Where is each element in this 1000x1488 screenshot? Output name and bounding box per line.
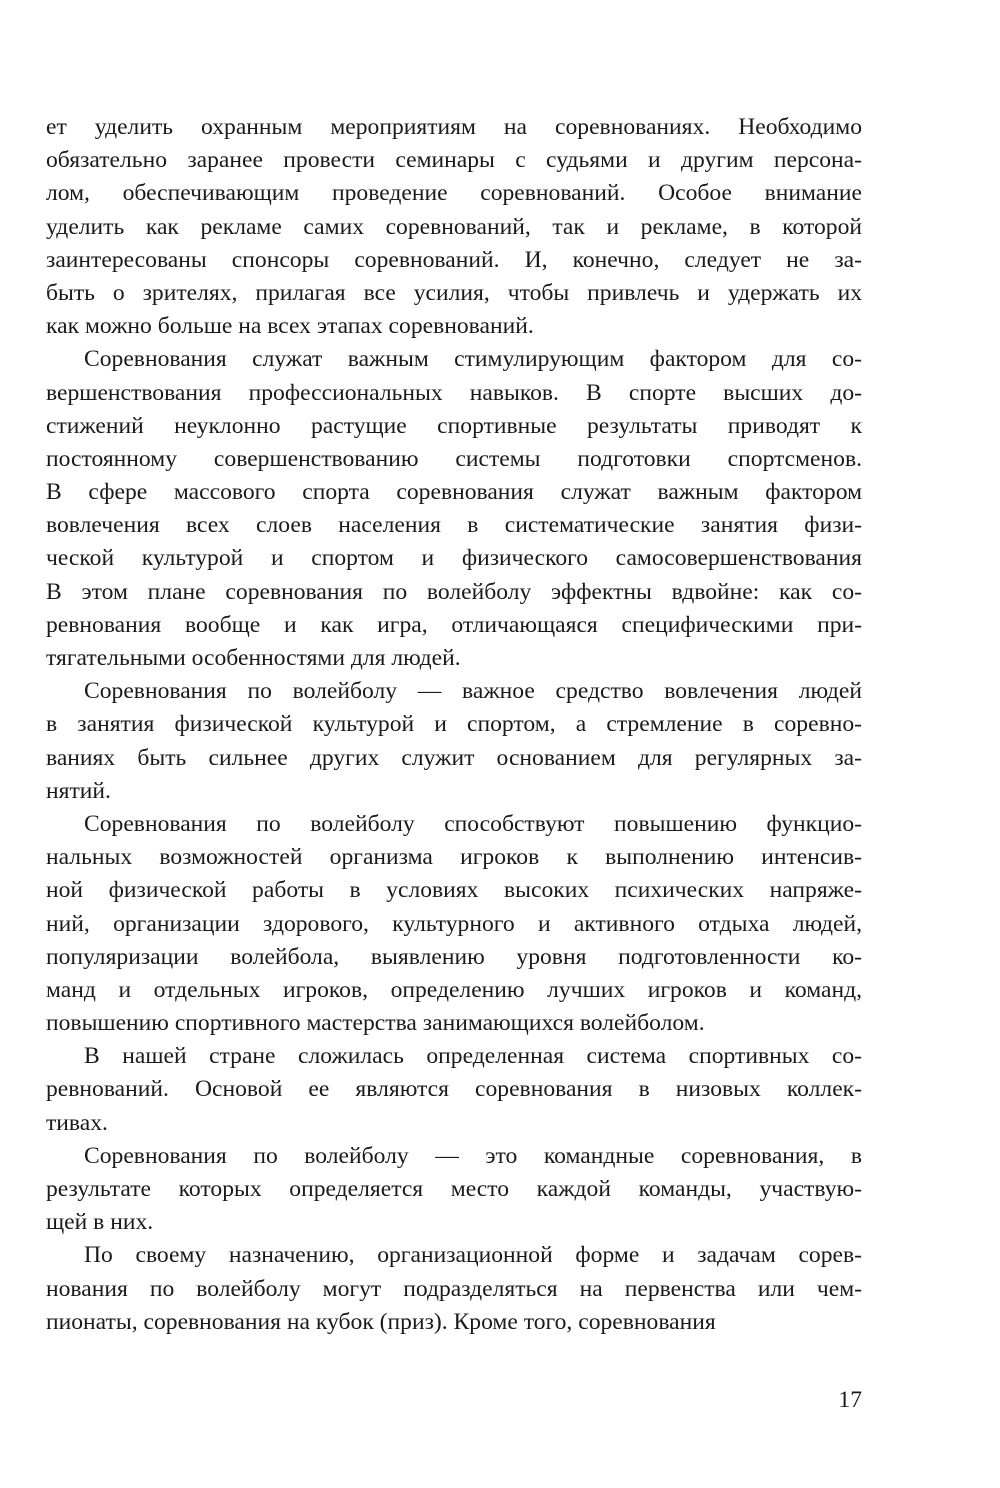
text-line: результате которых определяется место каждой команды, участвую- — [46, 1176, 862, 1202]
body-text — [46, 111, 862, 1339]
text-line: нятий. — [46, 777, 111, 804]
text-line: ревнований. Основой ее являются соревнования в низовых коллек- — [46, 1076, 862, 1103]
text-line: Соревнования по волейболу способствуют повышению функцио- — [84, 810, 862, 837]
text-line: ческой культурой и спортом и физического самосовершенствования — [46, 545, 862, 572]
text-line: вовлечения всех слоев населения в систематические занятия физи- — [46, 512, 862, 539]
text-line: как можно больше на всех этапах соревнований. — [46, 313, 534, 340]
text-line: пионаты, соревнования на кубок (приз). Кроме того, соревнования — [46, 1308, 716, 1335]
text-line: тивах. — [46, 1109, 108, 1136]
text-line: заинтересованы спонсоры соревнований. И, конечно, следует не за- — [46, 246, 862, 273]
paragraph — [46, 1140, 862, 1240]
text-line: ревнования вообще и как игра, отличающаяся специфическими при- — [46, 611, 862, 638]
text-line: В нашей стране сложилась определенная система спортивных со- — [84, 1043, 862, 1070]
text-line: Соревнования служат важным стимулирующим фактором для со- — [84, 346, 862, 373]
text-line: ной физической работы в условиях высоких психических напряже- — [46, 877, 862, 904]
text-line: в занятия физической культурой и спортом, а стремление в соревно- — [46, 711, 862, 738]
text-line: лом, обеспечивающим проведение соревнований. Особое внимание — [46, 180, 862, 207]
page-number: 17 — [838, 1387, 862, 1413]
text-line: уделить как рекламе самих соревнований, так и рекламе, в которой — [46, 213, 862, 240]
paragraph — [46, 808, 862, 1040]
text-line: В этом плане соревнования по волейболу эффектны вдвойне: как со- — [46, 578, 862, 605]
text-line: вершенствования профессиональных навыков. В спорте высших до- — [46, 379, 862, 406]
text-line: нальных возможностей организма игроков к выполнению интенсив- — [46, 844, 862, 871]
text-line: ний, организации здорового, культурного и активного отдыха людей, — [46, 910, 862, 937]
text-line: манд и отдельных игроков, определению лучших игроков и команд, — [46, 976, 862, 1003]
text-line: постоянному совершенствованию системы подготовки спортсменов. — [46, 445, 862, 472]
text-line: тягательными особенностями для людей. — [46, 645, 461, 671]
text-line: ет уделить охранным мероприятиям на соревнованиях. Необходимо — [46, 114, 862, 140]
text-line: По своему назначению, организационной форме и задачам сорев- — [84, 1242, 862, 1269]
paragraph — [46, 343, 862, 675]
text-line: ваниях быть сильнее других служит основанием для регулярных за- — [46, 744, 862, 771]
paragraph — [46, 111, 862, 343]
text-line: нования по волейболу могут подразделяться на первенства или чем- — [46, 1275, 862, 1302]
text-line: Соревнования по волейболу — важное средство вовлечения людей — [84, 678, 862, 705]
paragraph — [46, 1239, 862, 1339]
text-line: повышению спортивного мастерства занимающихся волейболом. — [46, 1010, 705, 1037]
text-line: Соревнования по волейболу — это командные соревнования, в — [84, 1142, 862, 1169]
text-line: популяризации волейбола, выявлению уровня подготовленности ко- — [46, 943, 862, 970]
text-line: стижений неуклонно растущие спортивные результаты приводят к — [46, 412, 862, 439]
paragraph — [46, 675, 862, 808]
text-line: быть о зрителях, прилагая все усилия, чтобы привлечь и удержать их — [46, 279, 862, 306]
paragraph — [46, 1040, 862, 1140]
text-line: щей в них. — [46, 1209, 154, 1236]
text-line: В сфере массового спорта соревнования служат важным фактором — [46, 479, 862, 506]
text-line: обязательно заранее провести семинары с судьями и другим персона- — [46, 147, 862, 174]
